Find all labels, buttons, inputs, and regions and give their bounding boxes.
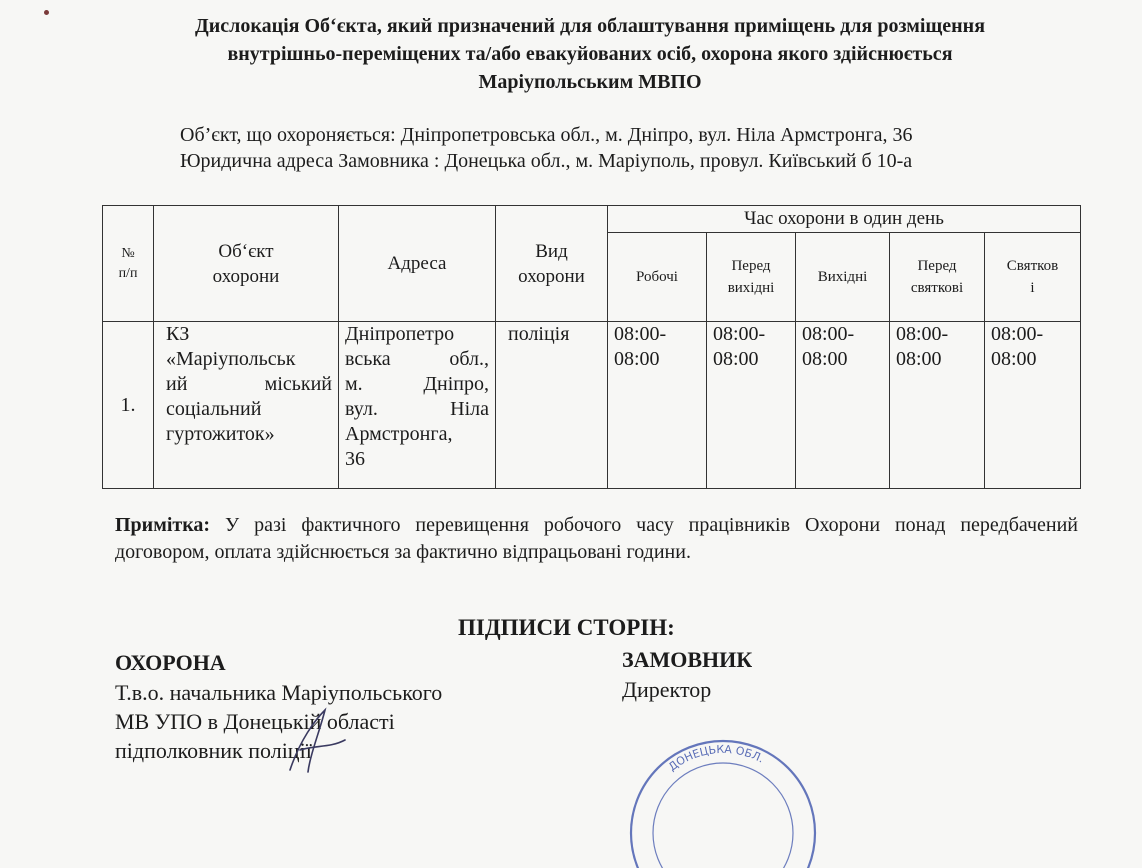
note-paragraph [115, 512, 1078, 566]
header-time-group [608, 206, 1081, 233]
row-address-line: Дніпропетро [345, 323, 455, 345]
stamp-text: ДОНЕЦЬКА ОБЛ. [666, 742, 767, 774]
row-object-line: ий міський [166, 373, 332, 395]
row-time-weekend [796, 322, 890, 489]
row-guard-type [496, 322, 608, 489]
header-pre-weekend [707, 233, 796, 322]
guard-line-1: Т.в.о. начальника Маріупольського [115, 680, 443, 705]
header-type-1: Вид [535, 240, 568, 262]
dislocation-table [102, 205, 1081, 489]
header-number [103, 206, 154, 322]
row-address-line: 36 [345, 448, 365, 470]
time-start: 08:00- [614, 323, 667, 345]
guard-line-2: МВ УПО в Донецькій області [115, 709, 395, 734]
header-object-2: охорони [212, 265, 280, 287]
row-address-line: вул. Ніла [345, 398, 489, 420]
time-start: 08:00- [896, 323, 949, 345]
header-object [154, 206, 339, 322]
header-address-label: Адреса [387, 253, 447, 274]
header-pre-holiday [890, 233, 985, 322]
row-address-line: м. Дніпро, [345, 373, 489, 395]
note-label: Примітка: [115, 514, 211, 536]
table-row [103, 322, 1081, 489]
header-address [339, 206, 496, 322]
title-line-2: внутрішньо-переміщених та/або евакуйованих осіб, охорона якого здійснюється [227, 43, 953, 65]
signatures-title: ПІДПИСИ СТОРІН: [458, 615, 675, 640]
handwritten-signature [270, 700, 360, 775]
header-weekend [796, 233, 890, 322]
header-object-1: Об‘єкт [218, 240, 274, 262]
row-number-value: 1. [120, 393, 136, 416]
object-info [180, 122, 1080, 174]
customer-line-1: Директор [622, 677, 712, 702]
time-end: 08:00 [713, 348, 759, 370]
row-time-pre-holiday [890, 322, 985, 489]
guard-line-3: підполковник поліції [115, 738, 312, 763]
document-title [100, 12, 1080, 96]
header-pre-holiday-2: святкові [910, 280, 964, 296]
header-pre-holiday-1: Перед [917, 258, 957, 274]
row-object-line: КЗ [166, 323, 190, 345]
title-line-1: Дислокація Об‘єкта, який призначений для облаштування приміщень для розміщення [194, 15, 986, 37]
row-object [154, 322, 339, 489]
header-number-1: № [121, 245, 135, 261]
customer-party: ЗАМОВНИК [622, 647, 753, 672]
time-start: 08:00- [802, 323, 855, 345]
row-object-line: «Маріупольськ [166, 348, 296, 370]
row-object-line: соціальний [166, 398, 262, 420]
stamp-seal [618, 738, 828, 868]
legal-address-line: Юридична адреса Замовника : Донецька обл., м. Маріуполь, провул. Київський б 10-а [180, 150, 913, 172]
row-address [339, 322, 496, 489]
header-holidays [985, 233, 1081, 322]
header-pre-weekend-2: вихідні [727, 280, 775, 296]
header-type-2: охорони [518, 265, 585, 287]
row-address-line: Армстронга, [345, 423, 453, 445]
time-end: 08:00 [896, 348, 942, 370]
table-header-row [103, 206, 1081, 233]
header-weekend-label: Вихідні [817, 269, 868, 285]
time-start: 08:00- [991, 323, 1044, 345]
row-guard-type-value: поліція [508, 323, 570, 345]
ink-dot [44, 10, 49, 15]
row-address-line: вська обл., [345, 348, 489, 370]
header-workdays-label: Робочі [636, 269, 678, 285]
header-number-2: п/п [118, 265, 138, 281]
row-time-holidays [985, 322, 1081, 489]
object-line: Об’єкт, що охороняється: Дніпропетровська обл., м. Дніпро, вул. Ніла Армстронга, 36 [180, 124, 913, 146]
header-time-label: Час охорони в один день [744, 208, 944, 229]
header-guard-type [496, 206, 608, 322]
header-holidays-2: і [1030, 280, 1035, 296]
header-workdays [608, 233, 707, 322]
header-pre-weekend-1: Перед [731, 258, 771, 274]
header-holidays-1: Святков [1006, 258, 1059, 274]
time-start: 08:00- [713, 323, 766, 345]
row-number [103, 322, 154, 489]
time-end: 08:00 [614, 348, 660, 370]
customer-signature-block [622, 645, 1022, 704]
row-time-pre-weekend [707, 322, 796, 489]
time-end: 08:00 [991, 348, 1037, 370]
note-text: У разі фактичного перевищення робочого часу працівників Охорони понад передбачений договором, оплата здійснюється за фактично відпрацьовані години. [115, 514, 1078, 563]
title-line-3: Маріупольським МВПО [478, 71, 702, 93]
row-time-workdays [608, 322, 707, 489]
row-object-line: гуртожиток» [166, 423, 275, 445]
time-end: 08:00 [802, 348, 848, 370]
guard-party: ОХОРОНА [115, 650, 226, 675]
